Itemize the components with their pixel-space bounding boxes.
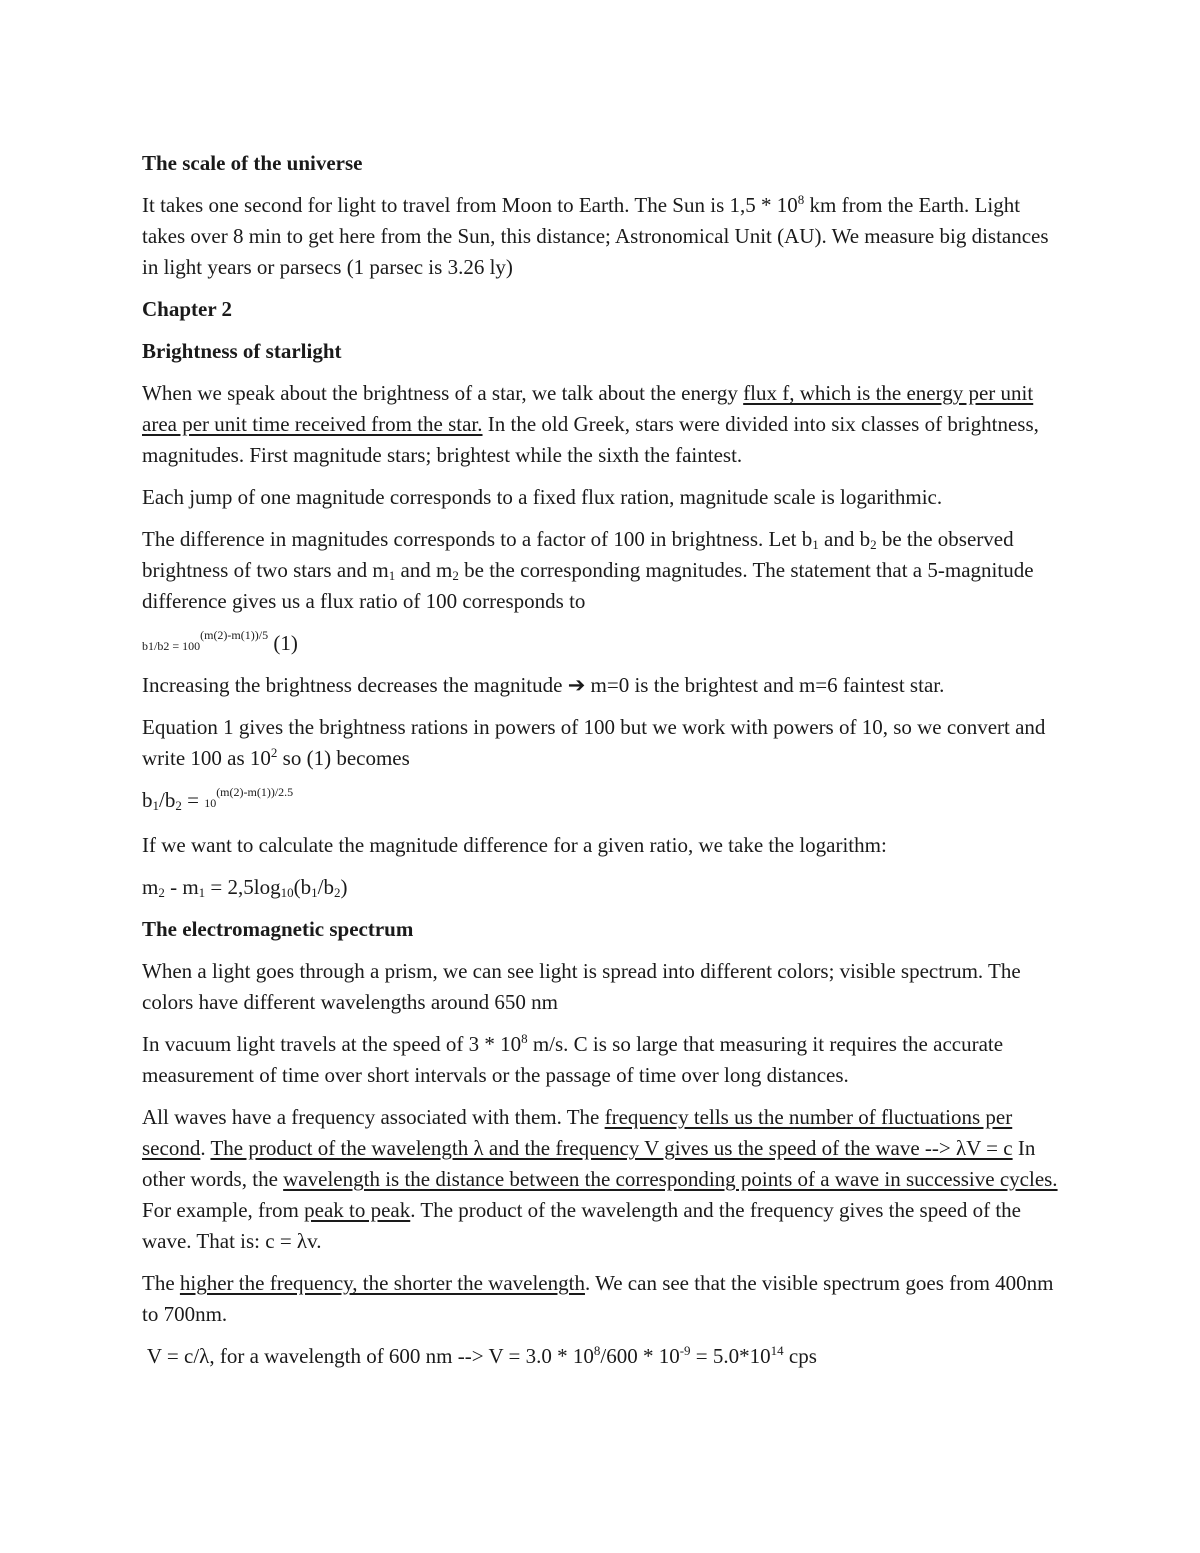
paragraph-magnitude-jump: Each jump of one magnitude corresponds to a fixed flux ration, magnitude scale is logarithmic.	[142, 485, 943, 509]
section-title-brightness: Brightness of starlight	[142, 339, 342, 363]
paragraph-powers-of-ten: Equation 1 gives the brightness rations in powers of 100 but we work with powers of 10, so we convert and write 100 as $10^2$ so (1) becomes	[142, 715, 1046, 770]
underlined-flux-definition: flux f, which is the energy per unit area per unit time received from the star.	[142, 381, 1034, 436]
paragraph-speed-of-light: In vacuum light travels at the speed of $3 * 10^8$ m/s. C is so large that measuring it requires the accurate measurement of time over short intervals or the passage of time over long distances.	[142, 1031, 1004, 1087]
paragraph-scale-intro: It takes one second for light to travel from Moon to Earth. The Sun is $1,5 * 10^8$ km from the Earth. Light takes over 8 min to get here from the Sun, this distance; Astronomical Unit (AU). We measure big distances in light years or parsecs (1 parsec is 3.26 ly)	[142, 192, 1049, 279]
underlined-peak-to-peak: peak to peak	[304, 1198, 411, 1222]
paragraph-magnitude-difference: The difference in magnitudes corresponds to a factor of 100 in brightness. Let $b_1$ and $b_2$ be the observed brightness of two stars and $m_1$ and $m_2$ be the corresponding magnitudes. The statement that a 5-magnitude difference gives us a flux ratio of 100 corresponds to	[142, 527, 1034, 613]
equation-1: $b1/b2 = 100^{(m(2)-m(1))/5}$ (1)	[142, 628, 298, 655]
document-page	[142, 148, 1067, 1383]
paragraph-brightness-magnitude: Increasing the brightness decreases the magnitude ➔ m=0 is the brightest and m=6 faintest star.	[142, 673, 945, 697]
paragraph-frequency: All waves have a frequency associated with them. The frequency tells us the number of fluctuations per second. The product of the wavelength λ and the frequency V gives us the speed of the wave --> λV = c In other words, the wavelength is the distance between the corresponding points of a wave in successive cycles. For example, from peak to peak. The product of the wavelength and the frequency gives the speed of the wave. That is: c = λv.	[142, 1105, 1058, 1253]
underlined-frequency-definition: frequency tells us the number of fluctuations per second	[142, 1105, 1013, 1160]
underlined-frequency-wavelength: higher the frequency, the shorter the wavelength	[179, 1271, 585, 1295]
paragraph-flux: When we speak about the brightness of a star, we talk about the energy flux f, which is the energy per unit area per unit time received from the star. In the old Greek, stars were divided into six classes of brightness, magnitudes. First magnitude stars; brightest while the sixth the faintest.	[142, 381, 1039, 467]
paragraph-logarithm: If we want to calculate the magnitude difference for a given ratio, we take the logarithm:	[142, 833, 887, 857]
section-title-electromagnetic-spectrum: The electromagnetic spectrum	[142, 917, 414, 941]
underlined-wavelength-definition: wavelength is the distance between the corresponding points of a wave in successive cycles.	[283, 1167, 1058, 1191]
chapter-heading: Chapter 2	[142, 297, 233, 321]
equation-3: $m_2 - m_1 = 2,5\log_{10}(b_1/b_2)$	[142, 875, 348, 900]
equation-2: $b_1/b_2 = 10^{(m(2)-m(1))/2.5}$	[142, 785, 294, 813]
equation-frequency-calculation: V = c/λ, for a wavelength of 600 nm --> $V = 3.0 * 10^8/600 * 10^{-9} = 5.0*10^{14}$ cps	[142, 1343, 817, 1368]
section-title-scale-of-universe: The scale of the universe	[142, 151, 363, 175]
right-arrow-icon: ➔	[567, 673, 586, 697]
paragraph-prism: When a light goes through a prism, we can see light is spread into different colors; visible spectrum. The colors have different wavelengths around 650 nm	[142, 959, 1021, 1014]
paragraph-visible-spectrum: The higher the frequency, the shorter the wavelength. We can see that the visible spectrum goes from 400nm to 700nm.	[142, 1271, 1054, 1326]
underlined-wave-speed: The product of the wavelength λ and the frequency V gives us the speed of the wave --> λV = c	[210, 1136, 1013, 1160]
